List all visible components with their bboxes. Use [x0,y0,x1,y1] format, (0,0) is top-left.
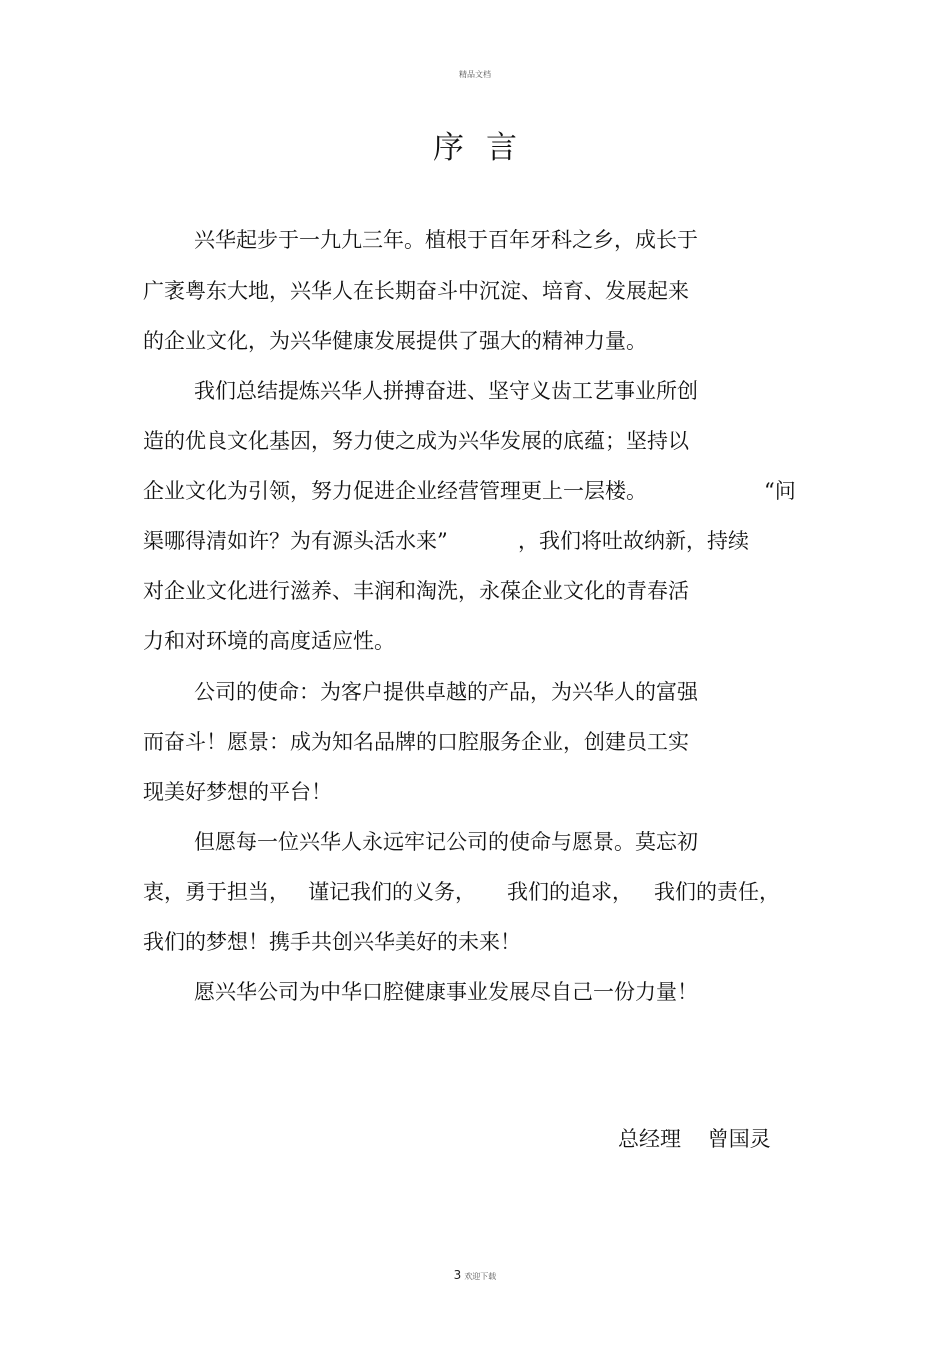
body-line: “问 [764,479,796,503]
body-line: 企业文化为引领，努力促进企业经营管理更上一层楼。 [143,479,647,503]
body-line: 对企业文化进行滋养、丰润和淘洗，永葆企业文化的青春活 [143,579,689,603]
header-watermark: 精品文档 [459,70,491,79]
body-line: 公司的使命：为客户提供卓越的产品，为兴华人的富强 [194,680,698,704]
body-line: 我们总结提炼兴华人拼搏奋进、坚守义齿工艺事业所创 [194,379,698,403]
body-line: ，我们将吐故纳新，持续 [518,529,749,553]
page-title: 序言 [433,130,539,166]
body-line: 而奋斗！愿景：成为知名品牌的口腔服务企业，创建员工实 [143,730,689,754]
body-line: 现美好梦想的平台！ [143,780,332,804]
body-line: 但愿每一位兴华人永远牢记公司的使命与愿景。莫忘初 [194,830,698,854]
body-line: 的企业文化，为兴华健康发展提供了强大的精神力量。 [143,329,647,353]
body-line: 愿兴华公司为中华口腔健康事业发展尽自己一份力量！ [194,980,698,1004]
page-footer [0,1264,950,1283]
body-line: 我们的梦想！携手共创兴华美好的未来！ [143,930,521,954]
body-line: 谨记我们的义务， [308,880,476,904]
body-line: 兴华起步于一九九三年。植根于百年牙科之乡，成长于 [194,228,698,252]
signature: 总经理 曾国灵 [618,1127,771,1151]
body-line: 我们的责任， [654,880,780,904]
body-line: 广袤粤东大地，兴华人在长期奋斗中沉淀、培育、发展起来 [143,279,689,303]
body-line: 渠哪得清如许？为有源头活水来” [143,529,448,553]
body-line: 造的优良文化基因，努力使之成为兴华发展的底蕴；坚持以 [143,429,689,453]
page-number: 3 [453,1268,462,1282]
footer-note: 欢迎下载 [464,1272,497,1281]
body-line: 衷，勇于担当， [143,880,290,904]
body-line: 我们的追求， [507,880,633,904]
body-line: 力和对环境的高度适应性。 [143,629,395,653]
